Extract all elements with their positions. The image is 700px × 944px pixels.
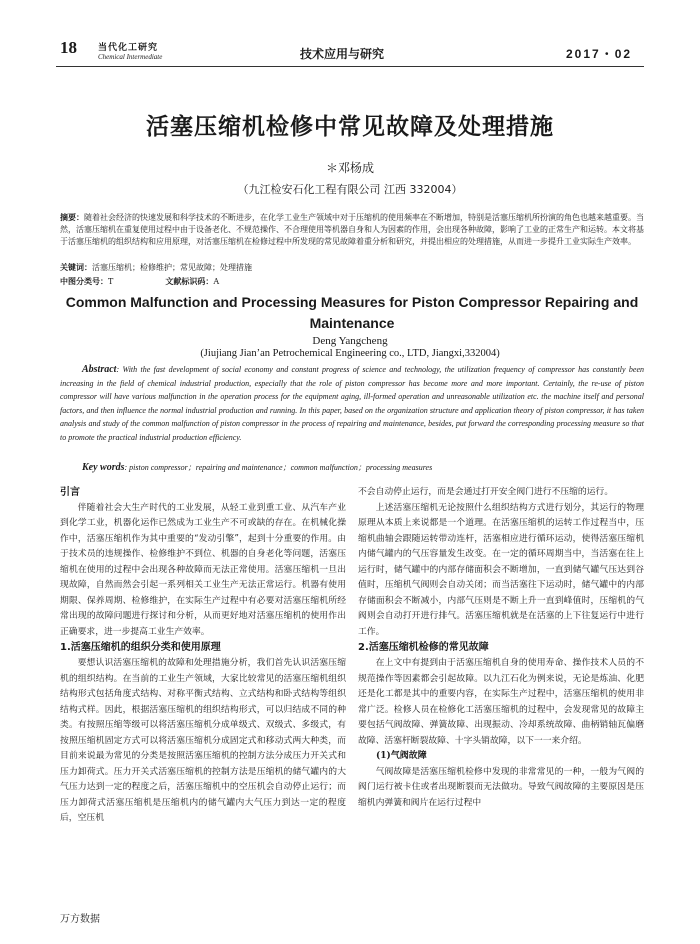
continued-paragraph: 不会自动停止运行，而是会通过打开安全阀门进行不压缩的运行。	[358, 487, 614, 497]
section-1-paragraph: 要想认识活塞压缩机的故障和处理措施分析，我们首先认识活塞压缩机的组织结构。在当前的工业生产领域，大家比较常见的活塞压缩机组织结构形式包括角度式结构、对称平衡式结构、立式结构和卧式结构等组织结构式样。因此，根据活塞压缩机的组织结构形式，可以归结成不同的种类。有按照压缩等级可以将活塞压缩机分成单级式、双级式、多级式，有按照压缩机固定方式可以将活塞压缩机分成固定式和移动式两大种类，而目前来说最为常见的分类是按照活塞压缩机的控制方法分成压力开关式和压力卸荷式。压力开关式活塞压缩机的控制方法是压缩机的储气罐内的大气压力达到一定的程度之后，活塞压缩机中的空压机会自动停止运行；而压力卸荷式活塞压缩机是压缩机内的储气罐内大气压力到达一定的程度后，空压机	[60, 658, 346, 824]
author-en: Deng Yangcheng	[312, 335, 388, 347]
abstract-en: Abstract: With the fast development of social economy and constant progress of science and technology, the utilization frequency of compressor has constantly been increasing in the field of chemical industrial production, especially that the role of piston compressor has become more and more important. Certainly, the re-use of piston compressor will have various malfunction in the operation process for the equipment aging, ill-formed operation and unreasonable utilization etc. the machine itself and personal factors, and then influence the normal industrial production and running. In this paper, based on the organization structure and application theory of piston compressor, it has taken analysis and study of the common malfunction of piston compressor in the process of repairing and maintenance, besides, put forward the corresponding processing measure so that to promote the practical industrial production efficiency.	[60, 364, 644, 442]
doc-code-value: A	[213, 277, 220, 286]
keywords-cn-text: 活塞压缩机；检修维护；常见故障；处理措施	[92, 263, 252, 272]
abstract-en-label: Abstract	[82, 364, 117, 375]
section-2-heading: 2.活塞压缩机检修的常见故障	[358, 642, 489, 654]
keywords-cn-label: 关键词：	[60, 262, 92, 272]
header-divider	[56, 66, 644, 67]
author-cn: ＊邓杨成	[325, 161, 374, 175]
page-number: 18	[60, 38, 77, 57]
footer-source: 万方数据	[60, 914, 100, 925]
abstract-cn	[60, 211, 644, 249]
body-column-left	[60, 485, 346, 827]
keywords-en-label: Key words	[82, 462, 125, 473]
intro-heading: 引言	[60, 487, 80, 498]
journal-name-en: Chemical Intermediate	[98, 53, 163, 61]
subsection-valve-paragraph: 气阀故障是活塞压缩机检修中发现的非常常见的一种，一般为气阀的阀门运行被卡住或者出现断裂而无法做功。导致气阀故障的主要原因是压缩机内弹簧和阀片在运行过程中	[358, 766, 644, 808]
abstract-en-text: With the fast development of social economy and constant progress of science and technology, the utilization frequency of compressor has constantly been increasing in the field of chemical industrial production, especially that the role of piston compressor has become more and more important. Certainly, the re-use of piston compressor will have various malfunction in the operation process for the equipment aging, ill-formed operation and unreasonable utilization etc. the machine itself and personal factors, and then influence the normal industrial production and running. In this paper, based on the organization structure and application theory of piston compressor, it has taken analysis and study of the common malfunction of piston compressor in the process of repairing and maintenance, besides, put forward the corresponding processing measure so that to promote the practical industrial production efficiency.	[60, 365, 644, 442]
paper-title-cn: 活塞压缩机检修中常见故障及处理措施	[146, 114, 554, 140]
affiliation-en: (Jiujiang Jian’an Petrochemical Engineering co., LTD, Jiangxi,332004)	[200, 348, 500, 359]
section-1-heading: 1.活塞压缩机的组织分类和使用原理	[60, 642, 221, 654]
abstract-cn-text: 随着社会经济的快速发展和科学技术的不断进步，在化学工业生产领域中对于压缩机的使用频率在不断增加，特别是活塞压缩机所扮演的角色也越来越重要。当然，活塞压缩机在重复使用过程中由于设备老化、不规范操作、不合理使用等机器自身和人为因素的作用，会出现各种故障，影响了工业的正常生产和运转。本文将基于活塞压缩机的组织结构和应用原理，对活塞压缩机在检修过程中所发现的常见故障着重分析和研究，并提出相应的处理措施，从而进一步提升工业实际生产效率。	[60, 213, 644, 247]
classification-cn	[60, 276, 644, 287]
principle-paragraph: 上述活塞压缩机无论按照什么组织结构方式进行划分，其运行的物理原理从本质上来说都是一个道理。在活塞压缩机的运转工作过程当中，压缩机曲轴会跟随运转带动连杆，活塞相应进行循环运动，使得活塞压缩机内储气罐内的气压容量发生改变。在一定的循环周期当中，当活塞在往上运行时，储气罐中的内部存储面积会不断增加，一直到储气罐气压达到谷值时，压缩机气阀则会自动关闭；而当活塞往下运动时，储气罐中的内部存储面积会不断减小，内部气压则是不断上升一直到峰值时，压缩机的气阀则会自动打开进行排气。活塞压缩机就是在活塞的上下往复运行中进行工作。	[358, 502, 644, 637]
keywords-en: Key words: piston compressor；repairing and maintenance；common malfunction；processing measures	[82, 462, 433, 473]
keywords-cn	[60, 262, 644, 273]
section-title: 技术应用与研究	[300, 47, 385, 61]
paper-title-en: Common Malfunction and Processing Measures for Piston Compressor Repairing and Maintenance	[65, 294, 639, 331]
abstract-cn-label: 摘要：	[60, 212, 84, 222]
keywords-en-text: piston compressor；repairing and maintenance；common malfunction；processing measures	[129, 463, 433, 472]
journal-name-cn: 当代化工研究	[98, 43, 159, 53]
issue-label: 2017・02	[566, 47, 633, 61]
body-column-right	[358, 485, 644, 811]
affiliation-cn: （九江检安石化工程有限公司 江西 332004）	[237, 183, 463, 196]
clc-value: T	[108, 277, 114, 286]
doc-code-label: 文献标识码：	[165, 276, 214, 286]
section-2-paragraph: 在上文中有提到由于活塞压缩机自身的使用寿命、操作技术人员的不规范操作等因素都会引起故障。以九江石化为例来说，无论是炼油、化肥还是化工都是其中的重要内容，在实际生产过程中，活塞压缩机的使用非常广泛。检修人员在检修化工活塞压缩机的过程中，会发现常见的故障主要包括气阀故障、弹簧故障、出现振动、冷却系统故障、曲柄销轴瓦偏磨故障、活塞杆断裂故障、十字头销故障，以下一一来介绍。	[358, 658, 644, 746]
clc-label: 中图分类号：	[60, 276, 108, 286]
subsection-valve-heading: (1)气阀故障	[376, 751, 427, 762]
intro-paragraph: 伴随着社会大生产时代的工业发展，从轻工业到重工业、从汽车产业到化学工业，机器化运作已然成为工业生产不可或缺的存在。在机械化操作中，活塞压缩机作为其中重要的“发动引擎”，起到十分重要的作用。由于技术员的违规操作、检修维护不到位、机器的自身老化等问题，活塞压缩机在使用的过程中会出现各种故障而无法正常使用。活塞压缩机一旦出现故障，自然而然会引起一系列相关工业生产无法正常运行。机器有使用期限、保养周期、检修维护，在实际生产过程中有必要对活塞压缩机所经常出现的故障问题进行探讨和分析，从而更好地对活塞压缩机的使用作出正确要求，进一步提高工业生产效率。	[60, 502, 346, 637]
